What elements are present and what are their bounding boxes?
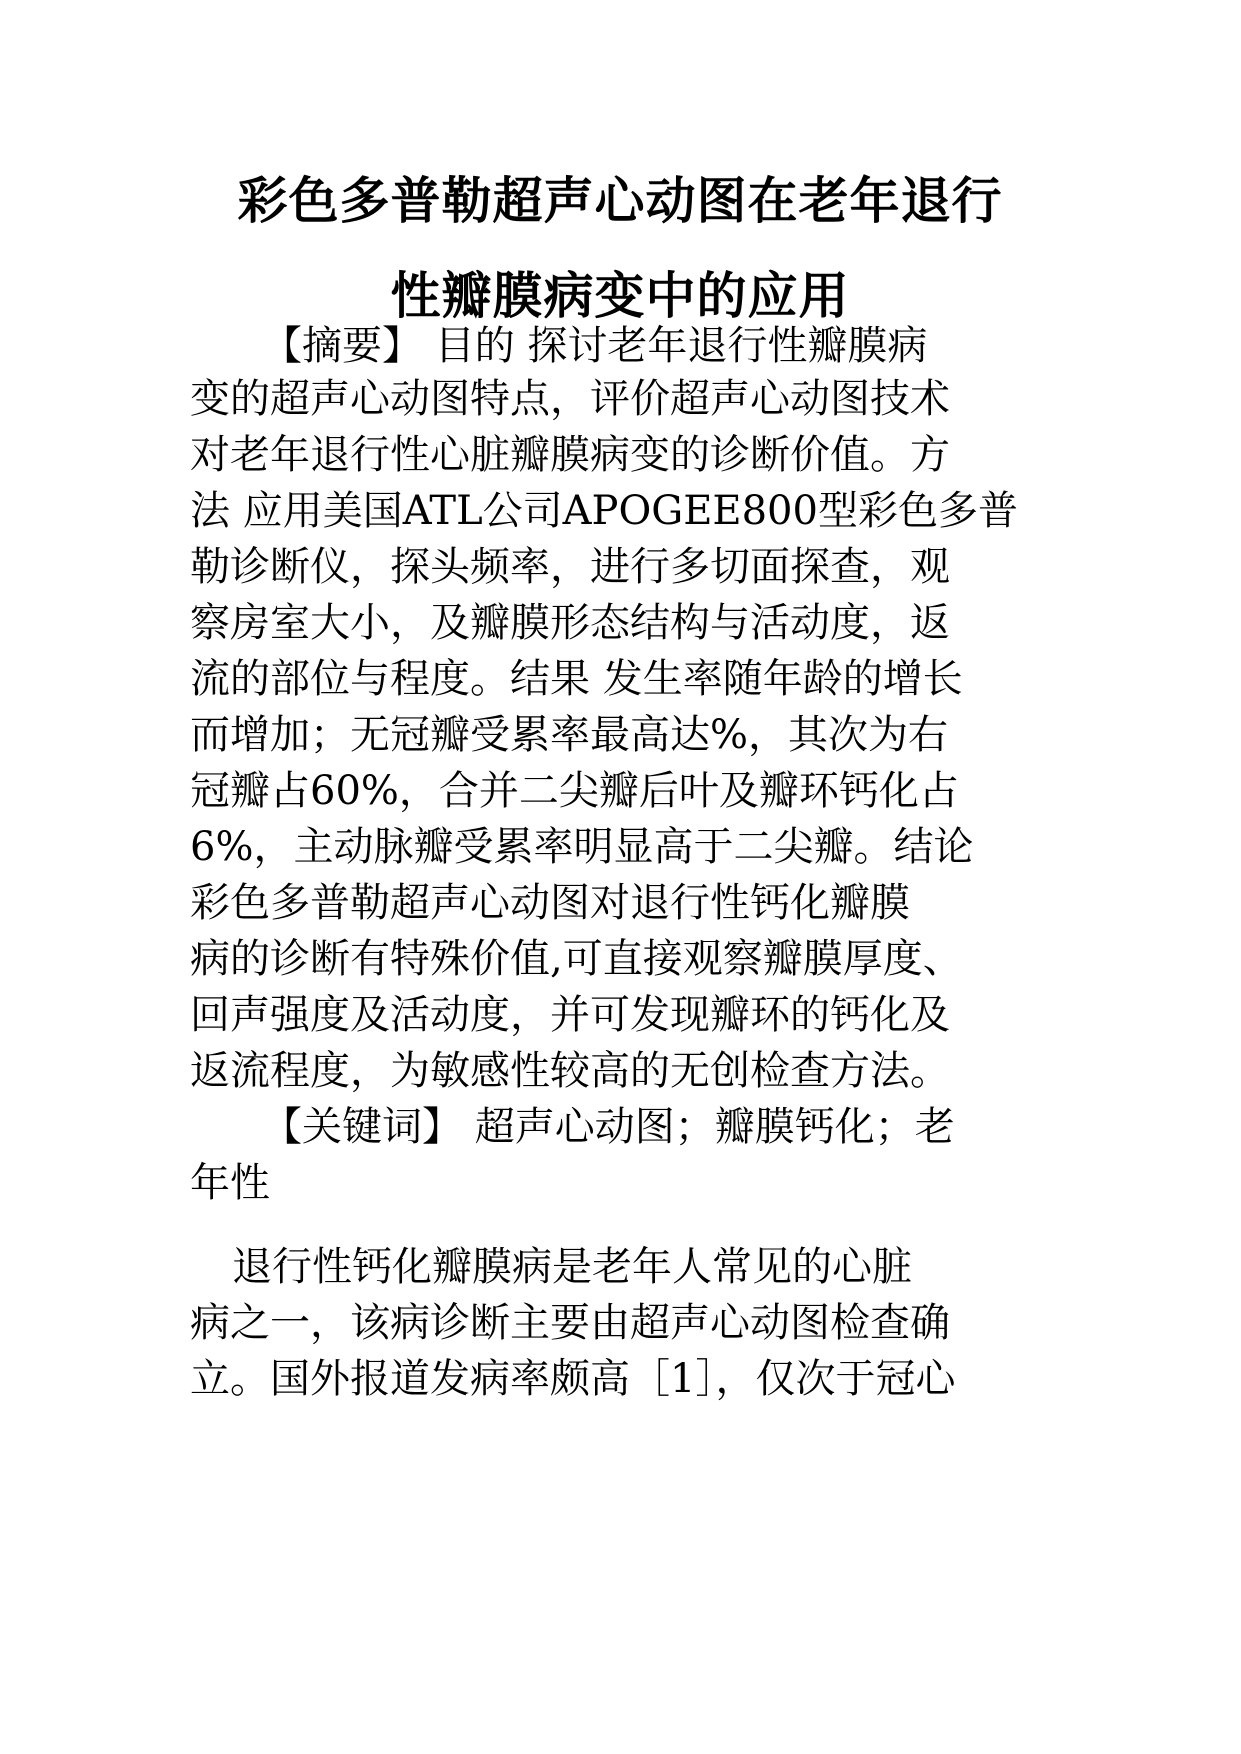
abstract-line: 变的超声心动图特点，评价超声心动图技术 — [190, 376, 950, 422]
abstract-line: 回声强度及活动度，并可发现瓣环的钙化及 — [190, 992, 950, 1038]
abstract-line: 勒诊断仪，探头频率，进行多切面探查，观 — [190, 544, 950, 590]
abstract-line: 病的诊断有特殊价值,可直接观察瓣膜厚度、 — [190, 936, 963, 982]
paragraph-line: 立。国外报道发病率颇高［1］，仅次于冠心 — [190, 1356, 956, 1402]
keywords-line: 年性 — [190, 1160, 270, 1206]
document-title-line-2: 性瓣膜病变中的应用 — [390, 267, 850, 325]
abstract-line: 6%，主动脉瓣受累率明显高于二尖瓣。结论 — [190, 824, 974, 870]
abstract-line: 而增加；无冠瓣受累率最高达%，其次为右 — [190, 712, 949, 758]
abstract-line: 流的部位与程度。结果 发生率随年龄的增长 — [190, 656, 963, 702]
abstract-line: 察房室大小，及瓣膜形态结构与活动度，返 — [190, 600, 950, 646]
abstract-line: 【摘要】 目的 探讨老年退行性瓣膜病 — [262, 323, 928, 369]
abstract-line: 冠瓣占60%，合并二尖瓣后叶及瓣环钙化占 — [190, 768, 959, 814]
abstract-line: 对老年退行性心脏瓣膜病变的诊断价值。方 — [190, 432, 950, 478]
document-title-line-1: 彩色多普勒超声心动图在老年退行 — [237, 172, 1003, 230]
paragraph-line: 病之一，该病诊断主要由超声心动图检查确 — [190, 1300, 950, 1346]
paragraph-line: 退行性钙化瓣膜病是老年人常见的心脏 — [232, 1244, 912, 1290]
abstract-line: 返流程度，为敏感性较高的无创检查方法。 — [190, 1048, 950, 1094]
abstract-line: 法 应用美国ATL公司APOGEE800型彩色多普 — [190, 488, 1018, 534]
abstract-line: 彩色多普勒超声心动图对退行性钙化瓣膜 — [190, 880, 910, 926]
keywords-line: 【关键词】 超声心动图；瓣膜钙化；老 — [262, 1104, 955, 1150]
